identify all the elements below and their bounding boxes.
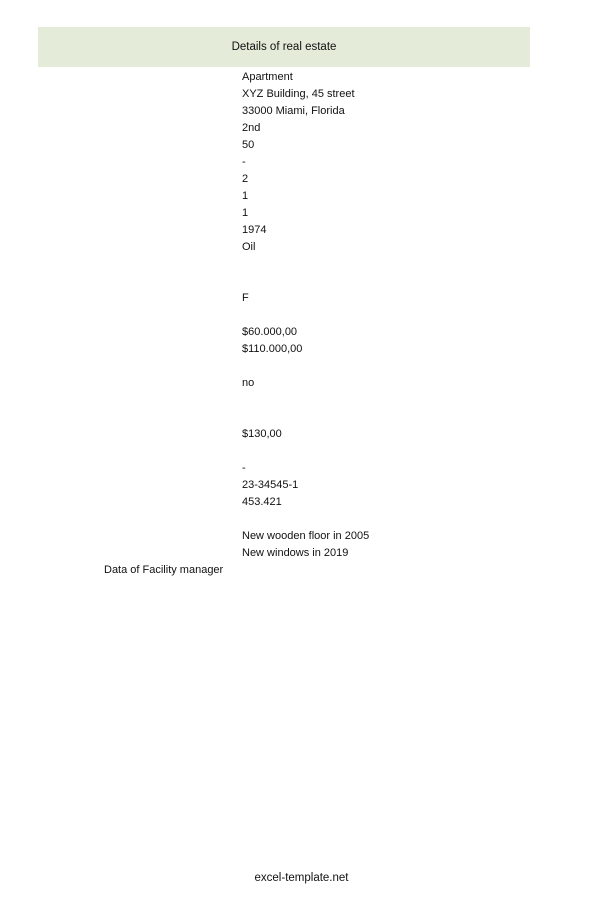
field-value: 50 <box>242 139 255 151</box>
address-line-2: 33000 Miami, Florida <box>242 105 345 117</box>
footer-source: excel-template.net <box>254 872 349 884</box>
field-value: F <box>242 292 249 304</box>
field-value: $60.000,00 <box>242 326 298 338</box>
address-line-1: XYZ Building, 45 street <box>242 88 355 100</box>
field-value: 23-34545-1 <box>242 479 299 491</box>
page-title: Details of real estate <box>38 27 530 67</box>
field-value: 1 <box>242 190 249 202</box>
field-value: - <box>242 462 246 474</box>
field-value: Apartment <box>242 71 293 83</box>
field-value: 1 <box>242 207 249 219</box>
field-value: $130,00 <box>242 428 282 440</box>
field-value: Oil <box>242 241 256 253</box>
field-value: 2 <box>242 173 249 185</box>
field-value: 453.421 <box>242 496 282 508</box>
field-value: 2nd <box>242 122 261 134</box>
field-label: Data of Facility manager <box>104 564 224 576</box>
field-value: no <box>242 377 255 389</box>
field-value: 1974 <box>242 224 267 236</box>
remarks-line-2: New windows in 2019 <box>242 547 349 559</box>
field-value: - <box>242 156 246 168</box>
remarks-line-1: New wooden floor in 2005 <box>242 530 370 542</box>
field-value: $110.000,00 <box>242 343 303 355</box>
